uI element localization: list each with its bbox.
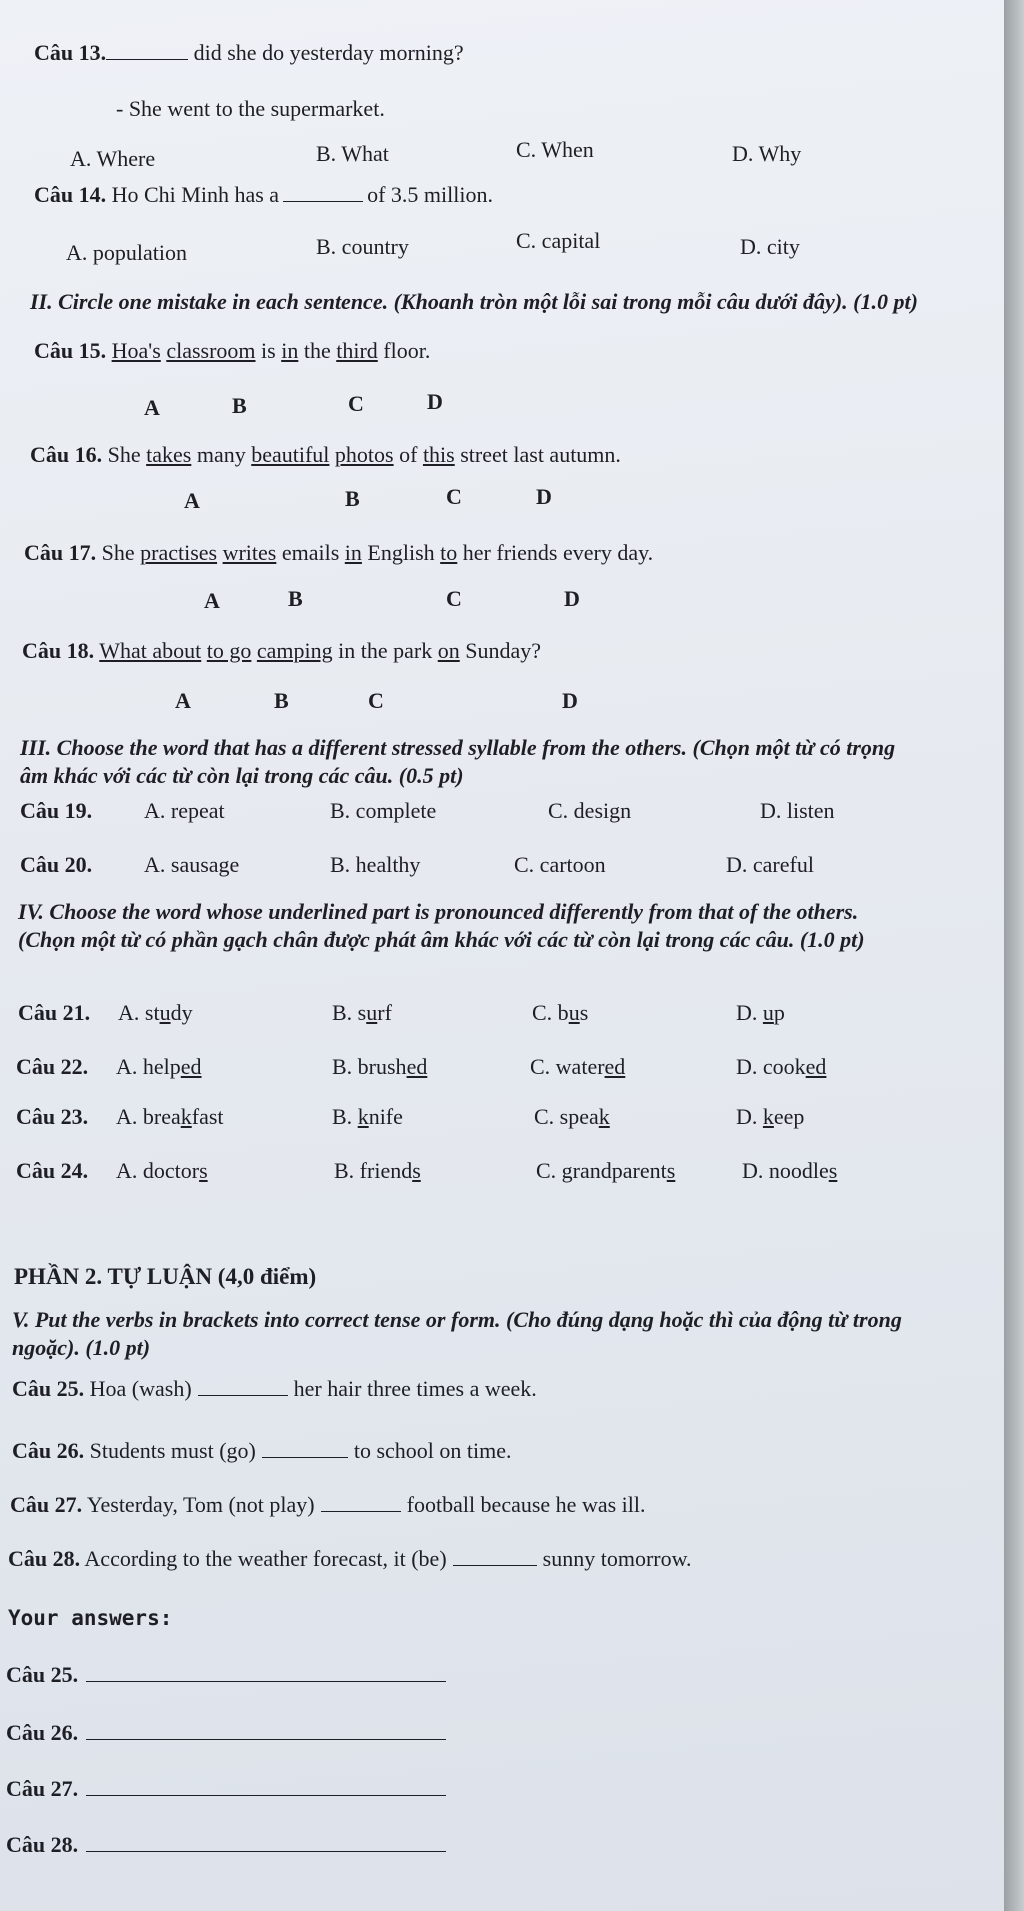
q14-option-d[interactable]: D. city bbox=[740, 234, 800, 259]
option-text: C. spea bbox=[534, 1104, 599, 1129]
q15-letter-d: D bbox=[427, 389, 443, 414]
q21-option-c[interactable] bbox=[532, 1000, 588, 1026]
q18-letter-c: C bbox=[368, 688, 384, 713]
option-text: fast bbox=[191, 1104, 224, 1129]
option-text: eep bbox=[773, 1104, 805, 1129]
q15-part-b[interactable]: classroom bbox=[166, 338, 256, 363]
underlined-part: u bbox=[366, 1000, 378, 1025]
option-text: B. brush bbox=[332, 1054, 407, 1079]
answer-27-field[interactable] bbox=[86, 1795, 446, 1796]
q24-option-b[interactable] bbox=[334, 1158, 421, 1184]
underlined-part: s bbox=[828, 1158, 838, 1183]
answer-28-field[interactable] bbox=[86, 1851, 446, 1852]
q17-text: She bbox=[101, 540, 141, 565]
option-text: A. help bbox=[116, 1054, 181, 1079]
underlined-part: k bbox=[180, 1104, 192, 1129]
q26-line bbox=[12, 1438, 512, 1464]
q15-letter-a: A bbox=[144, 395, 160, 420]
q13-option-b[interactable]: B. What bbox=[316, 141, 389, 166]
q16-text: many bbox=[191, 442, 252, 467]
answer-label-28: Câu 28. bbox=[6, 1832, 79, 1857]
q20-option-a[interactable]: A. sausage bbox=[144, 852, 240, 877]
q23-option-a[interactable] bbox=[116, 1104, 224, 1130]
q13-option-d[interactable]: D. Why bbox=[732, 141, 802, 166]
option-text: A. doctor bbox=[116, 1158, 200, 1183]
q20-label: Câu 20. bbox=[20, 852, 93, 877]
q21-option-b[interactable] bbox=[332, 1000, 392, 1026]
section3-heading: III. Choose the word that has a different stressed syllable from the others. (Chọn một từ có trọng âm khác với các từ còn lại trong các câu. (0.5 pt) bbox=[20, 735, 896, 788]
q16-text: of bbox=[393, 442, 423, 467]
option-text: B. s bbox=[332, 1000, 367, 1025]
q26-text-post: to school on time. bbox=[353, 1438, 512, 1463]
q23-option-d[interactable] bbox=[736, 1104, 804, 1130]
page-edge bbox=[1004, 0, 1024, 1911]
answer-line-25 bbox=[6, 1662, 446, 1688]
q27-line bbox=[10, 1492, 646, 1518]
q24-option-a[interactable] bbox=[116, 1158, 208, 1184]
answer-label-27: Câu 27. bbox=[6, 1776, 79, 1801]
option-text: C. grandparent bbox=[536, 1158, 667, 1183]
q20-option-c[interactable]: C. cartoon bbox=[514, 852, 606, 877]
answer-line-26 bbox=[6, 1720, 446, 1746]
q27-blank[interactable] bbox=[321, 1511, 401, 1512]
option-text: C. b bbox=[532, 1000, 569, 1025]
q13-label: Câu 13. bbox=[34, 40, 107, 65]
q21-option-a[interactable] bbox=[118, 1000, 193, 1026]
q18-letter-b: B bbox=[274, 688, 289, 713]
q16-line bbox=[30, 442, 621, 468]
q14-option-a[interactable]: A. population bbox=[66, 240, 187, 265]
q13-option-c[interactable]: C. When bbox=[516, 137, 594, 162]
q22-option-b[interactable] bbox=[332, 1054, 427, 1080]
q15-text: is bbox=[255, 338, 282, 363]
q13-blank[interactable] bbox=[106, 59, 188, 60]
q17-part-b[interactable]: writes bbox=[222, 540, 277, 565]
q27-label: Câu 27. bbox=[10, 1492, 83, 1517]
q23-option-c[interactable] bbox=[534, 1104, 610, 1130]
q26-blank[interactable] bbox=[262, 1457, 348, 1458]
q16-text: street last autumn. bbox=[454, 442, 621, 467]
q13-response: - She went to the supermarket. bbox=[116, 96, 385, 121]
q18-text: Sunday? bbox=[459, 638, 542, 663]
q16-text: She bbox=[107, 442, 147, 467]
q15-part-d[interactable]: third bbox=[336, 338, 378, 363]
q22-option-a[interactable] bbox=[116, 1054, 202, 1080]
option-text: A. brea bbox=[116, 1104, 181, 1129]
q24-label: Câu 24. bbox=[16, 1158, 89, 1183]
q14-option-b[interactable]: B. country bbox=[316, 234, 409, 259]
option-text: D. bbox=[736, 1000, 763, 1025]
answer-line-28 bbox=[6, 1832, 446, 1858]
q15-letter-b: B bbox=[232, 393, 247, 418]
q14-question-pre: Ho Chi Minh has a bbox=[111, 182, 280, 207]
q14-line bbox=[34, 182, 493, 208]
q14-blank[interactable] bbox=[283, 201, 363, 202]
q25-text-pre: Hoa (wash) bbox=[89, 1376, 192, 1401]
underlined-part: u bbox=[762, 1000, 774, 1025]
q19-option-d[interactable]: D. listen bbox=[760, 798, 835, 823]
q22-option-c[interactable] bbox=[530, 1054, 625, 1080]
section2-heading: II. Circle one mistake in each sentence. (Khoanh tròn một lỗi sai trong mỗi câu dưới đây). (1.0 pt) bbox=[30, 289, 918, 314]
q15-label: Câu 15. bbox=[34, 338, 107, 363]
q21-label: Câu 21. bbox=[18, 1000, 91, 1025]
q25-label: Câu 25. bbox=[12, 1376, 85, 1401]
q18-label: Câu 18. bbox=[22, 638, 95, 663]
q28-blank[interactable] bbox=[453, 1565, 537, 1566]
q15-letter-c: C bbox=[348, 391, 364, 416]
q13-line bbox=[34, 40, 464, 66]
part2-heading: PHẦN 2. TỰ LUẬN (4,0 điểm) bbox=[14, 1264, 317, 1289]
q17-part-c[interactable]: in bbox=[344, 540, 362, 565]
q23-option-b[interactable] bbox=[332, 1104, 403, 1130]
q23-label: Câu 23. bbox=[16, 1104, 89, 1129]
underlined-part: k bbox=[357, 1104, 369, 1129]
answer-25-field[interactable] bbox=[86, 1681, 446, 1682]
q26-label: Câu 26. bbox=[12, 1438, 85, 1463]
underlined-part: s bbox=[412, 1158, 421, 1183]
underlined-part: ed bbox=[604, 1054, 626, 1079]
q16-part-b[interactable]: beautiful bbox=[251, 442, 330, 467]
q25-blank[interactable] bbox=[198, 1395, 288, 1396]
q19-option-c[interactable]: C. design bbox=[548, 798, 632, 823]
option-text: D. noodle bbox=[742, 1158, 829, 1183]
q28-label: Câu 28. bbox=[8, 1546, 81, 1571]
q24-option-c[interactable] bbox=[536, 1158, 675, 1184]
q17-text: her friends every day. bbox=[457, 540, 654, 565]
q14-question-post: of 3.5 million. bbox=[367, 182, 493, 207]
q22-label: Câu 22. bbox=[16, 1054, 89, 1079]
answer-26-field[interactable] bbox=[86, 1739, 446, 1740]
q28-line bbox=[8, 1546, 692, 1572]
option-text: D. bbox=[736, 1104, 763, 1129]
q17-letter-b: B bbox=[288, 586, 303, 611]
q25-text-post: her hair three times a week. bbox=[293, 1376, 537, 1401]
answer-label-26: Câu 26. bbox=[6, 1720, 79, 1745]
underlined-part: k bbox=[598, 1104, 610, 1129]
q27-text-pre: Yesterday, Tom (not play) bbox=[86, 1492, 315, 1517]
q27-text-post: football because he was ill. bbox=[406, 1492, 646, 1517]
q18-text: in the park bbox=[332, 638, 438, 663]
q16-letter-c: C bbox=[446, 484, 462, 509]
q15-part-a[interactable]: Hoa's bbox=[111, 338, 161, 363]
underlined-part: s bbox=[666, 1158, 676, 1183]
underlined-part: u bbox=[159, 1000, 171, 1025]
q18-part-c[interactable]: camping bbox=[256, 638, 333, 663]
q18-part-a[interactable]: What about bbox=[99, 638, 202, 663]
option-text: s bbox=[579, 1000, 589, 1025]
q17-text: emails bbox=[276, 540, 345, 565]
option-text: A. st bbox=[118, 1000, 160, 1025]
q18-part-b[interactable]: to go bbox=[206, 638, 252, 663]
q15-text: floor. bbox=[377, 338, 431, 363]
underlined-part: ed bbox=[805, 1054, 827, 1079]
q13-question: did she do yesterday morning? bbox=[193, 40, 464, 65]
option-text: D. cook bbox=[736, 1054, 806, 1079]
q16-part-c[interactable]: photos bbox=[334, 442, 394, 467]
option-text: nife bbox=[368, 1104, 403, 1129]
q17-label: Câu 17. bbox=[24, 540, 97, 565]
underlined-part: ed bbox=[406, 1054, 428, 1079]
underlined-part: ed bbox=[180, 1054, 202, 1079]
q17-part-a[interactable]: practises bbox=[140, 540, 218, 565]
q18-line bbox=[22, 638, 541, 664]
q18-part-d[interactable]: on bbox=[437, 638, 460, 663]
option-text: dy bbox=[170, 1000, 193, 1025]
q24-option-d[interactable] bbox=[742, 1158, 837, 1184]
q22-option-d[interactable] bbox=[736, 1054, 826, 1080]
q21-option-d[interactable] bbox=[736, 1000, 785, 1026]
q20-option-b[interactable]: B. healthy bbox=[330, 852, 421, 877]
answer-label-25: Câu 25. bbox=[6, 1662, 79, 1687]
q28-text-post: sunny tomorrow. bbox=[542, 1546, 692, 1571]
underlined-part: k bbox=[762, 1104, 774, 1129]
q17-letter-d: D bbox=[564, 586, 580, 611]
underlined-part: s bbox=[199, 1158, 208, 1183]
option-text: B. bbox=[332, 1104, 358, 1129]
answers-title: Your answers: bbox=[8, 1606, 173, 1630]
q18-letter-d: D bbox=[562, 688, 578, 713]
option-text: rf bbox=[377, 1000, 392, 1025]
q19-option-b[interactable]: B. complete bbox=[330, 798, 437, 823]
option-text: B. friend bbox=[334, 1158, 413, 1183]
q13-option-a[interactable]: A. Where bbox=[70, 146, 156, 171]
section5-heading: V. Put the verbs in brackets into correct tense or form. (Cho đúng dạng hoặc thì của động từ trong ngoặc). (1.0 pt) bbox=[12, 1307, 902, 1360]
q19-label: Câu 19. bbox=[20, 798, 93, 823]
q26-text-pre: Students must (go) bbox=[89, 1438, 256, 1463]
q18-letter-a: A bbox=[175, 688, 191, 713]
q28-text-pre: According to the weather forecast, it (be) bbox=[84, 1546, 447, 1571]
q19-option-a[interactable]: A. repeat bbox=[144, 798, 225, 823]
q17-letter-c: C bbox=[446, 586, 462, 611]
underlined-part: u bbox=[568, 1000, 580, 1025]
q17-letter-a: A bbox=[204, 588, 220, 613]
option-text: C. water bbox=[530, 1054, 605, 1079]
q17-part-d[interactable]: to bbox=[440, 540, 458, 565]
q14-option-c[interactable]: C. capital bbox=[516, 228, 601, 253]
q15-line bbox=[34, 338, 430, 364]
q16-letter-b: B bbox=[345, 486, 360, 511]
q16-part-d[interactable]: this bbox=[422, 442, 455, 467]
q25-line bbox=[12, 1376, 537, 1402]
q17-line bbox=[24, 540, 653, 566]
option-text: p bbox=[773, 1000, 785, 1025]
answer-line-27 bbox=[6, 1776, 446, 1802]
q17-text: English bbox=[361, 540, 441, 565]
q15-part-c[interactable]: in bbox=[281, 338, 299, 363]
section4-heading: IV. Choose the word whose underlined part is pronounced differently from that of the others. (Chọn một từ có phần gạch chân được phát âm khác với các từ còn lại trong các câu. (1.0 pt) bbox=[18, 899, 865, 952]
q16-letter-a: A bbox=[184, 488, 200, 513]
q16-part-a[interactable]: takes bbox=[146, 442, 192, 467]
q15-text: the bbox=[298, 338, 337, 363]
q16-label: Câu 16. bbox=[30, 442, 103, 467]
q20-option-d[interactable]: D. careful bbox=[726, 852, 814, 877]
q14-label: Câu 14. bbox=[34, 182, 107, 207]
q16-letter-d: D bbox=[536, 484, 552, 509]
